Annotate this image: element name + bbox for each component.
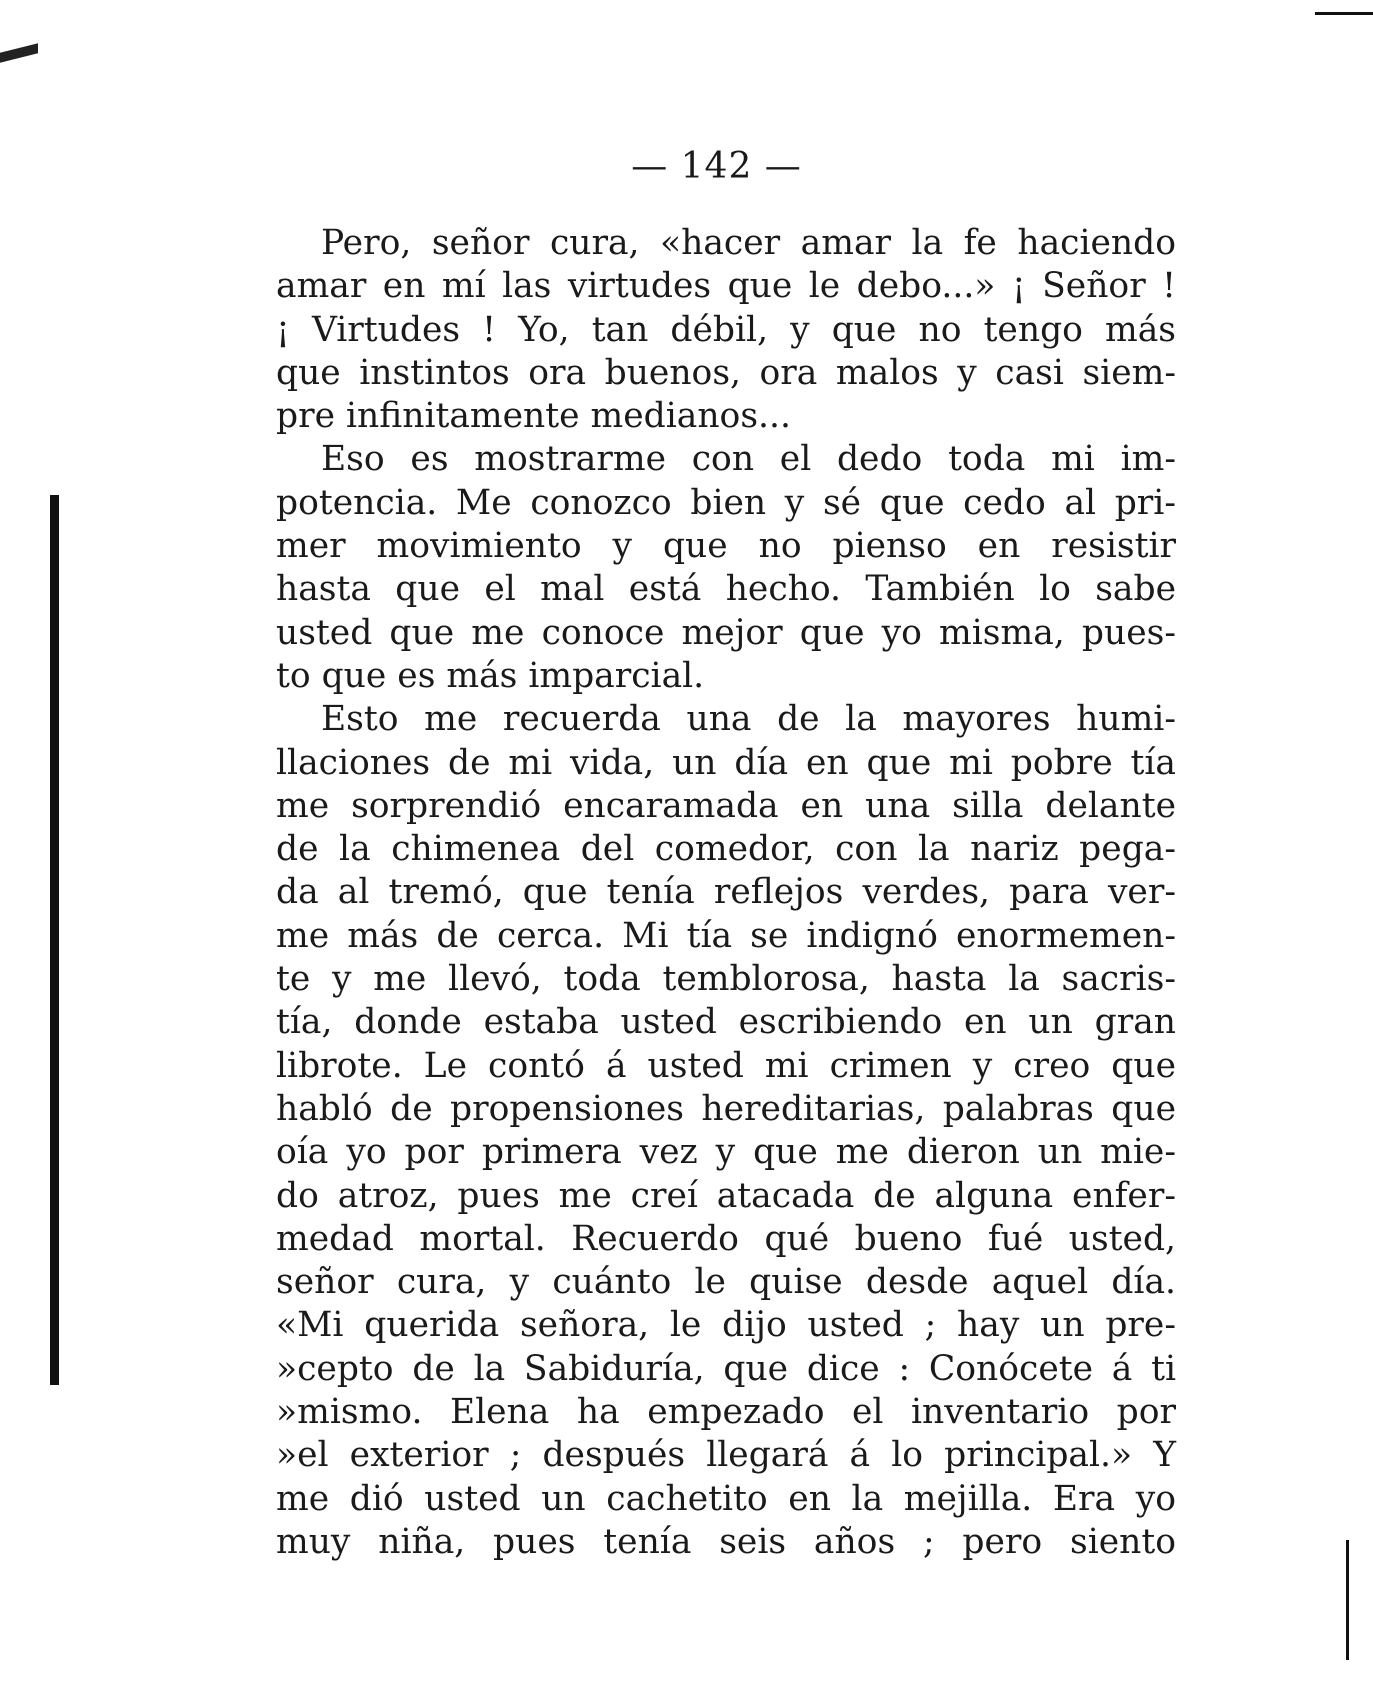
text-line: me dió usted un cachetito en la mejilla. Era yo: [276, 1478, 1176, 1519]
text-line: da al tremó, que tenía reflejos verdes, para ver-: [276, 872, 1176, 913]
page-number: — 142 —: [631, 146, 802, 187]
text-line: oía yo por primera vez y que me dieron un mie-: [276, 1132, 1176, 1173]
text-line: do atroz, pues me creí atacada de alguna enfer-: [276, 1175, 1176, 1216]
text-line: «Mi querida señora, le dijo usted ; hay un pre-: [276, 1305, 1176, 1346]
text-line: que instintos ora buenos, ora malos y casi siem-: [276, 352, 1176, 393]
text-line: medad mortal. Recuerdo qué bueno fué usted,: [276, 1218, 1176, 1259]
text-line: hasta que el mal está hecho. También lo sabe: [276, 569, 1176, 610]
text-line: »mismo. Elena ha empezado el inventario por: [276, 1392, 1176, 1433]
text-line: to que es más imparcial.: [276, 655, 705, 696]
scan-edge-mark-right: [1346, 1540, 1349, 1660]
scan-binding-shadow: [50, 495, 59, 1385]
paragraph: [276, 222, 1176, 438]
text-line: amar en mí las virtudes que le debo...» ¡ Señor !: [276, 266, 1176, 307]
text-line: muy niña, pues tenía seis años ; pero siento: [276, 1521, 1176, 1562]
text-line: Esto me recuerda una de la mayores humi-: [321, 699, 1176, 740]
text-line: »cepto de la Sabiduría, que dice : Conócete á ti: [276, 1348, 1176, 1389]
text-line: »el exterior ; después llegará á lo principal.» Y: [276, 1435, 1176, 1476]
text-line: potencia. Me conozco bien y sé que cedo al pri-: [276, 482, 1176, 523]
text-line: usted que me conoce mejor que yo misma, pues-: [276, 612, 1176, 653]
text-line: Pero, señor cura, «hacer amar la fe haciendo: [321, 223, 1176, 263]
body-text: [276, 222, 1176, 1564]
text-line: librote. Le contó á usted mi crimen y creo que: [276, 1045, 1176, 1086]
text-line: me más de cerca. Mi tía se indignó enormemen-: [276, 915, 1176, 956]
text-line: te y me llevó, toda temblorosa, hasta la sacris-: [276, 959, 1176, 1000]
text-line: pre infinitamente medianos...: [276, 396, 791, 437]
text-line: mer movimiento y que no pienso en resistir: [276, 526, 1176, 567]
text-line: habló de propensiones hereditarias, palabras que: [276, 1088, 1176, 1129]
text-line: me sorprendió encaramada en una silla delante: [276, 785, 1176, 826]
scan-edge-mark-top: [1315, 12, 1373, 15]
scan-corner-mark: [0, 43, 38, 62]
text-line: tía, donde estaba usted escribiendo en un gran: [276, 1002, 1176, 1043]
text-line: de la chimenea del comedor, con la nariz pega-: [276, 829, 1176, 870]
paragraph: [276, 698, 1176, 1564]
text-line: llaciones de mi vida, un día en que mi pobre tía: [276, 742, 1176, 783]
text-line: ¡ Virtudes ! Yo, tan débil, y que no tengo más: [276, 309, 1176, 350]
text-line: señor cura, y cuánto le quise desde aquel día.: [276, 1262, 1176, 1303]
paragraph: [276, 438, 1176, 698]
text-line: Eso es mostrarme con el dedo toda mi im-: [321, 439, 1176, 480]
